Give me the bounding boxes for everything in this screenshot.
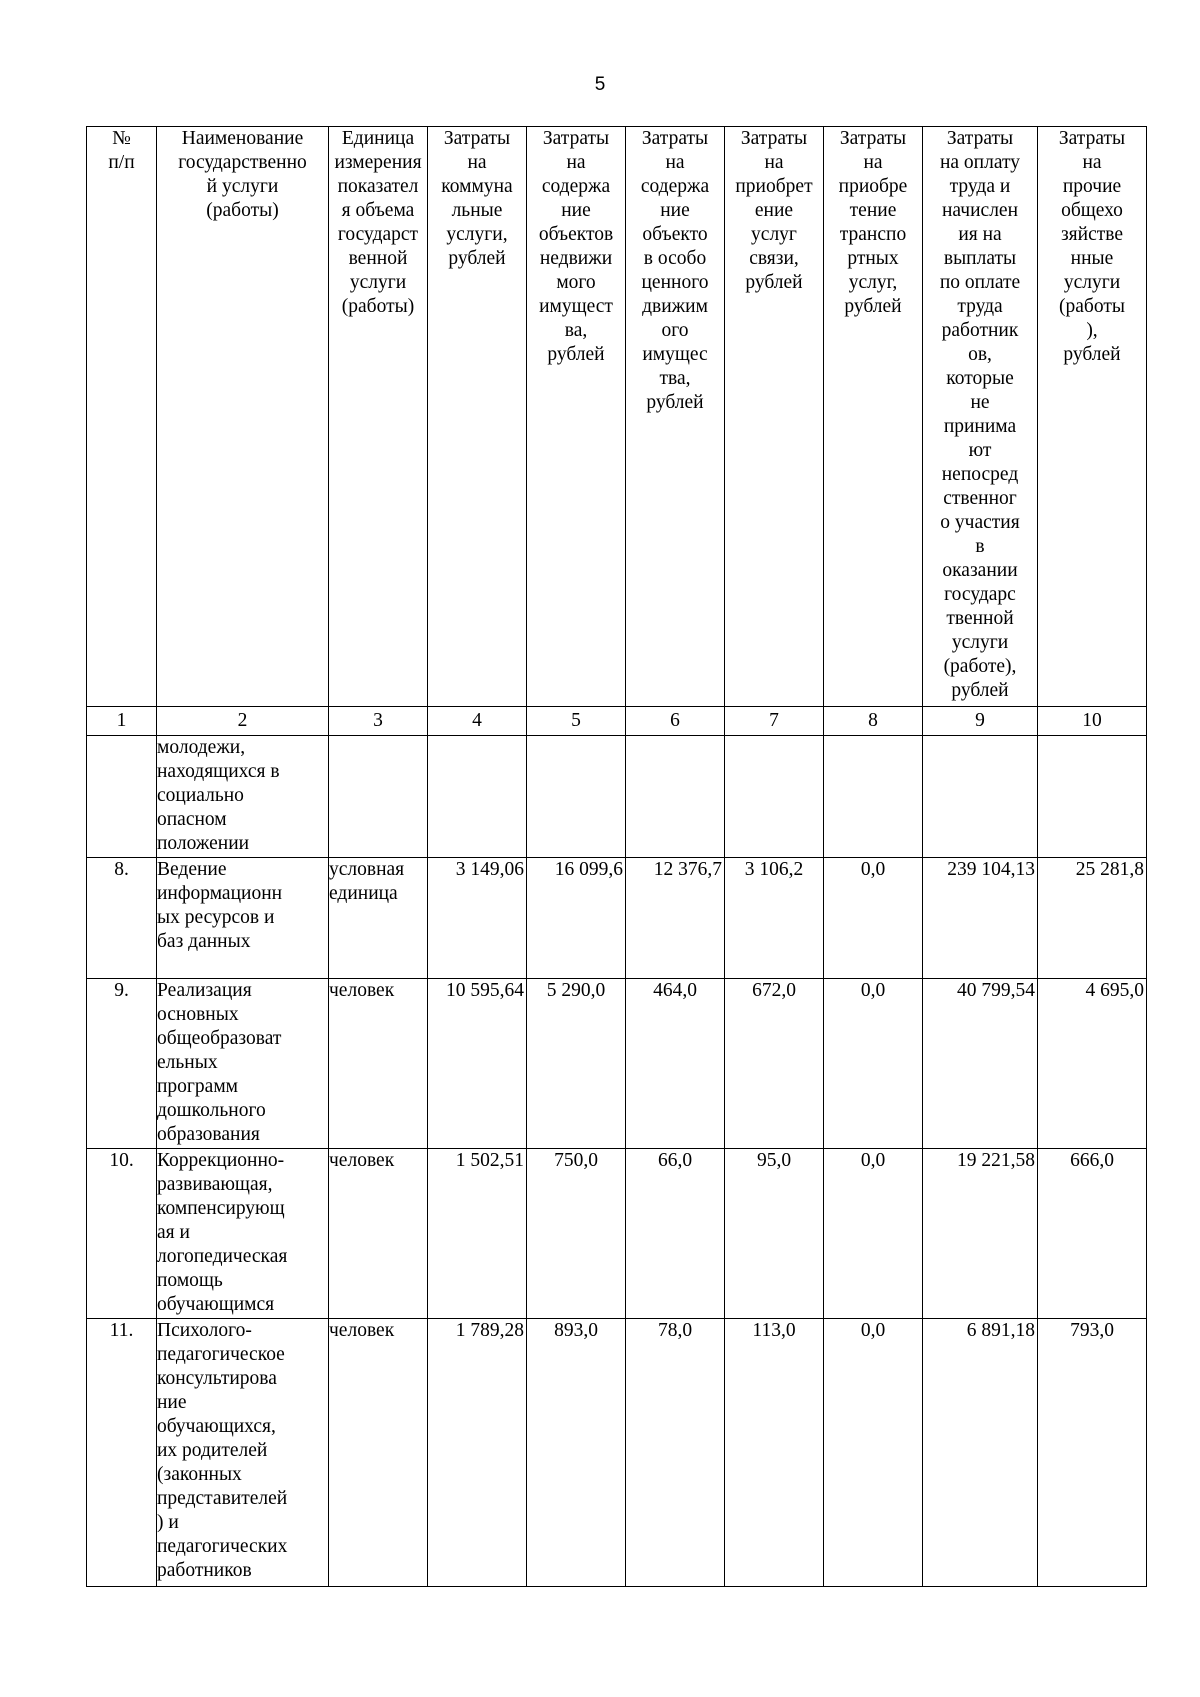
movable-property-cost: 66,0 xyxy=(626,1149,725,1319)
unit-of-measure: условная единица xyxy=(329,858,428,979)
communication-cost: 95,0 xyxy=(725,1149,824,1319)
column-number-row xyxy=(87,707,1147,736)
transport-cost: 0,0 xyxy=(824,1149,923,1319)
header-cell-number xyxy=(87,127,157,707)
cost-table xyxy=(86,126,1147,1587)
communication-cost: 672,0 xyxy=(725,979,824,1149)
header-text: Единица измерения показател я объема государст венной услуги (работы) xyxy=(334,128,422,317)
utilities-cost: 10 595,64 xyxy=(428,979,527,1149)
service-name: Реализация основных общеобразоват ельных программ дошкольного образования xyxy=(157,979,329,1149)
utilities-cost: 3 149,06 xyxy=(428,858,527,979)
movable-property-cost xyxy=(626,736,725,858)
column-number: 3 xyxy=(329,707,428,736)
movable-property-cost: 464,0 xyxy=(626,979,725,1149)
header-text: Затраты на приобрет ение услуг связи, рублей xyxy=(735,128,813,293)
header-text: Затраты на приобре тение транспо ртных услуг, рублей xyxy=(838,128,908,317)
header-text: Затраты на оплату труда и начислен ия на выплаты по оплате труда работник ов, которые не принима ют непосред ственног о участия в оказании государс твенной услуги (работе), рублей xyxy=(939,128,1021,701)
table-header-row xyxy=(87,127,1147,707)
row-number: 11. xyxy=(87,1319,157,1587)
column-number: 6 xyxy=(626,707,725,736)
service-name: Ведение информационн ых ресурсов и баз данных xyxy=(157,858,329,979)
transport-cost: 0,0 xyxy=(824,858,923,979)
utilities-cost: 1 502,51 xyxy=(428,1149,527,1319)
header-cell-communication xyxy=(725,127,824,707)
real-estate-cost: 893,0 xyxy=(527,1319,626,1587)
service-name: молодежи, находящихся в социально опасном положении xyxy=(157,736,329,858)
unit-of-measure: человек xyxy=(329,979,428,1149)
real-estate-cost: 5 290,0 xyxy=(527,979,626,1149)
table-row xyxy=(87,979,1147,1149)
transport-cost: 0,0 xyxy=(824,1319,923,1587)
header-cell-other xyxy=(1038,127,1147,707)
row-number: 9. xyxy=(87,979,157,1149)
real-estate-cost xyxy=(527,736,626,858)
salary-cost: 40 799,54 xyxy=(923,979,1038,1149)
utilities-cost xyxy=(428,736,527,858)
header-cell-transport xyxy=(824,127,923,707)
table-row xyxy=(87,858,1147,979)
header-text: Наименование государственно й услуги (работы) xyxy=(178,128,307,221)
service-name: Коррекционно- развивающая, компенсирующ ая и логопедическая помощь обучающимся xyxy=(157,1149,329,1319)
communication-cost xyxy=(725,736,824,858)
transport-cost: 0,0 xyxy=(824,979,923,1149)
movable-property-cost: 12 376,7 xyxy=(626,858,725,979)
row-number: 10. xyxy=(87,1149,157,1319)
communication-cost: 113,0 xyxy=(725,1319,824,1587)
movable-property-cost: 78,0 xyxy=(626,1319,725,1587)
header-text: Затраты на прочие общехо зяйстве нные услуги (работы ), рублей xyxy=(1058,128,1126,365)
header-text: Затраты на коммуна льные услуги, рублей xyxy=(441,128,513,269)
column-number: 5 xyxy=(527,707,626,736)
column-number: 7 xyxy=(725,707,824,736)
column-number: 2 xyxy=(157,707,329,736)
transport-cost xyxy=(824,736,923,858)
table-row xyxy=(87,1319,1147,1587)
header-text: № п/п xyxy=(108,128,135,173)
unit-of-measure: человек xyxy=(329,1149,428,1319)
salary-cost: 6 891,18 xyxy=(923,1319,1038,1587)
header-cell-movable-property xyxy=(626,127,725,707)
header-cell-real-estate xyxy=(527,127,626,707)
header-cell-salary xyxy=(923,127,1038,707)
header-cell-unit xyxy=(329,127,428,707)
real-estate-cost: 16 099,6 xyxy=(527,858,626,979)
row-number: 8. xyxy=(87,858,157,979)
column-number: 8 xyxy=(824,707,923,736)
real-estate-cost: 750,0 xyxy=(527,1149,626,1319)
other-cost: 666,0 xyxy=(1038,1149,1147,1319)
salary-cost xyxy=(923,736,1038,858)
header-text: Затраты на содержа ние объектов недвижи мого имущест ва, рублей xyxy=(538,128,614,365)
other-cost: 4 695,0 xyxy=(1038,979,1147,1149)
column-number: 10 xyxy=(1038,707,1147,736)
column-number: 1 xyxy=(87,707,157,736)
table-row xyxy=(87,1149,1147,1319)
other-cost xyxy=(1038,736,1147,858)
other-cost: 25 281,8 xyxy=(1038,858,1147,979)
other-cost: 793,0 xyxy=(1038,1319,1147,1587)
row-number xyxy=(87,736,157,858)
page-number: 5 xyxy=(594,74,606,95)
table-row xyxy=(87,736,1147,858)
column-number: 9 xyxy=(923,707,1038,736)
salary-cost: 19 221,58 xyxy=(923,1149,1038,1319)
header-cell-name xyxy=(157,127,329,707)
communication-cost: 3 106,2 xyxy=(725,858,824,979)
salary-cost: 239 104,13 xyxy=(923,858,1038,979)
column-number: 4 xyxy=(428,707,527,736)
service-name: Психолого- педагогическое консультирова ние обучающихся, их родителей (законных представителей ) и педагогических работников xyxy=(157,1319,329,1587)
utilities-cost: 1 789,28 xyxy=(428,1319,527,1587)
header-cell-utilities xyxy=(428,127,527,707)
header-text: Затраты на содержа ние объекто в особо ценного движим ого имущес тва, рублей xyxy=(640,128,710,413)
unit-of-measure: человек xyxy=(329,1319,428,1587)
unit-of-measure xyxy=(329,736,428,858)
